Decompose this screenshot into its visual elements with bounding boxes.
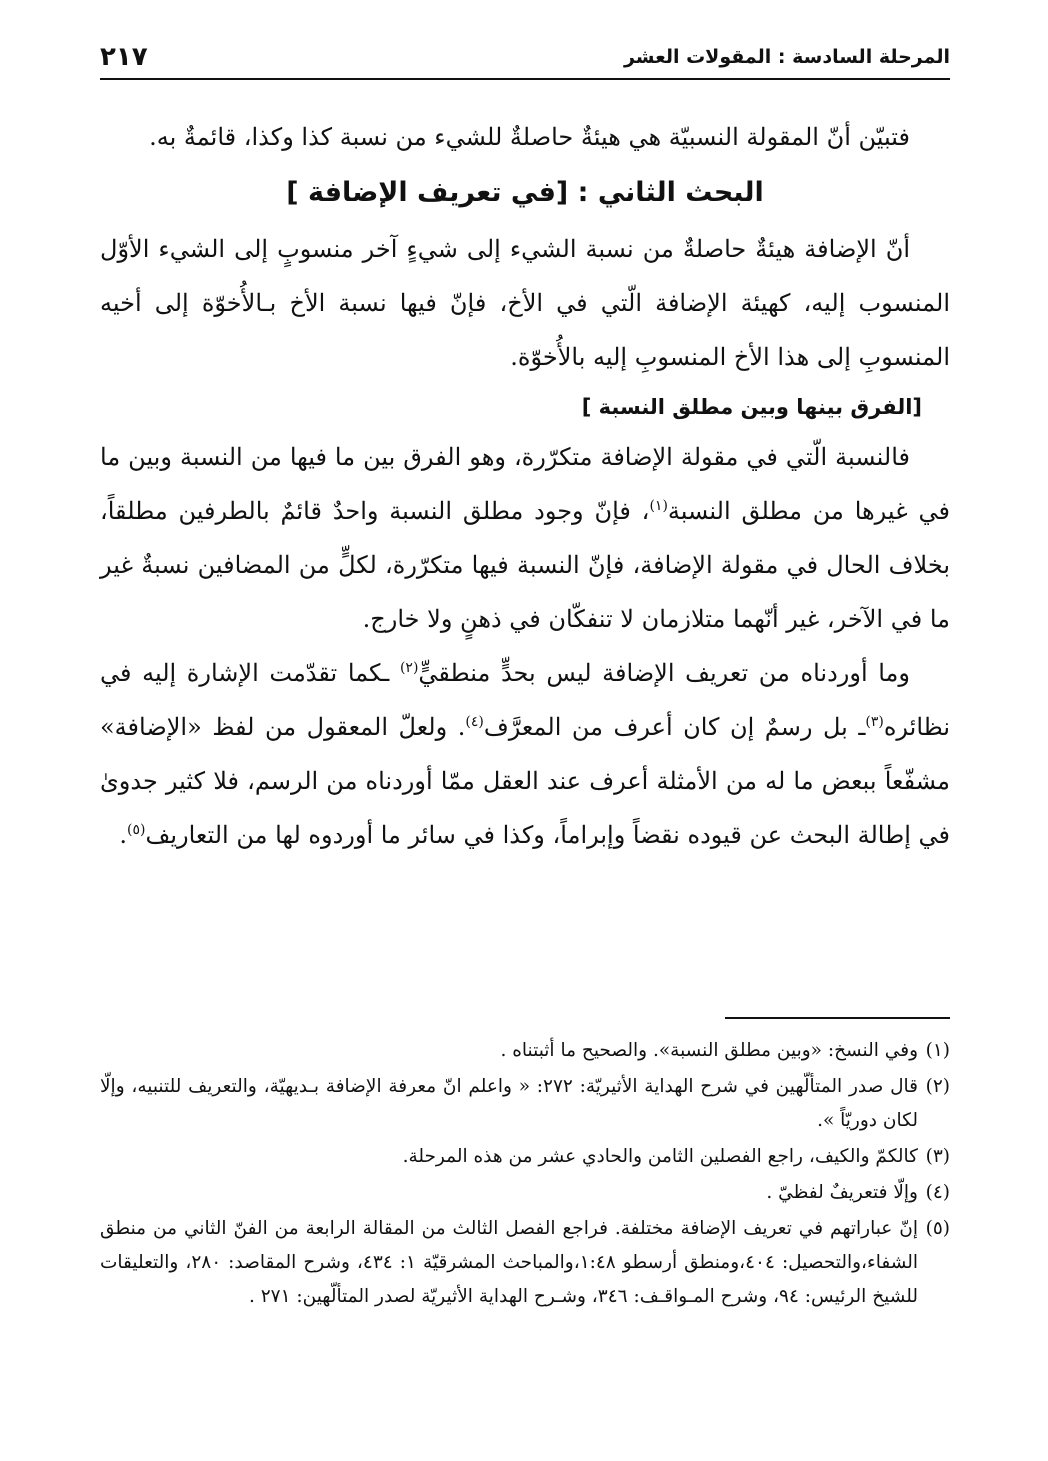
footnote-text: إنّ عباراتهم في تعريف الإضافة مختلفة. فراجع الفصل الثالث من المقالة الرابعة من الفنّ الثاني من منطق الشفاء،والتحصيل: ٤٠٤،ومنطق أرسطو ١:٤٨،والمباحث المشرقيّة ١: ٤٣٤، وشرح المقاصد: ٢٨٠، والتعليقات للشيخ الرئيس: ٩٤، وشرح المـواقـف: ٣٤٦، وشـرح الهداية الأثيريّة لصدر المتألّهين: ٢٧١ .: [100, 1218, 918, 1307]
footnote-ref-4[interactable]: (٤): [465, 714, 484, 730]
subheading: [الفرق بينها وبين مطلق النسبة ]: [581, 395, 922, 419]
footnote-5: [100, 1212, 950, 1314]
footnotes: [100, 1034, 950, 1316]
paragraph-text: ، فإنّ وجود مطلق النسبة واحدٌ قائمٌ بالطرفين مطلقاً، بخلاف الحال في مقولة الإضافة، فإنّ النسبة فيها متكرّرة، لكلٍّ من المضافين نسبةٌ غير ما في الآخر، غير أنّهما متلازمان لا تنفكّان في ذهنٍ ولا خارج.: [100, 497, 951, 633]
definition-paragraph: أنّ الإضافة هيئةٌ حاصلةٌ من نسبة الشيء إلى شيءٍ آخر منسوبٍ إلى الشيء الأوّل المنسوب إليه، كهيئة الإضافة الّتي في الأخ، فإنّ فيها نسبة الأخ بـالأُخوّة إلى أخيه المنسوبِ إلى هذا الأخ المنسوبِ إليه بالأُخوّة.: [100, 235, 950, 371]
footnote-4: [100, 1176, 950, 1210]
footnote-number: (١): [925, 1040, 950, 1061]
running-header: [100, 42, 950, 80]
intro-paragraph: فتبيّن أنّ المقولة النسبيّة هي هيئةٌ حاصلةٌ للشيء من نسبة كذا وكذا، قائمةٌ به.: [149, 123, 910, 151]
footnote-ref-1[interactable]: (١): [649, 498, 668, 514]
main-text: [100, 110, 950, 862]
footnote-text: كالكمّ والكيف، راجع الفصلين الثامن والحادي عشر من هذه المرحلة.: [402, 1146, 918, 1167]
footnote-2: [100, 1070, 950, 1138]
difference-paragraph: [100, 430, 950, 646]
footnote-number: (٣): [925, 1146, 950, 1167]
footnote-text: وفي النسخ: «وبين مطلق النسبة». والصحيح ما أثبتناه .: [500, 1040, 918, 1061]
footnote-3: [100, 1140, 950, 1174]
footnote-ref-2[interactable]: (٢): [399, 660, 419, 676]
section-title: البحث الثاني : [في تعريف الإضافة ]: [286, 177, 764, 208]
page-number: ٢١٧: [100, 42, 148, 72]
book-page: [100, 0, 950, 1461]
footnote-number: (٤): [925, 1182, 950, 1203]
paragraph-text: ـ بل رسمٌ إن كان أعرف من المعرَّف: [483, 713, 866, 741]
footnote-ref-5[interactable]: (٥): [127, 822, 146, 838]
footnote-text: وإلّا فتعريفٌ لفظيّ .: [766, 1182, 918, 1203]
footnote-1: [100, 1034, 950, 1068]
footnote-number: (٥): [925, 1218, 950, 1239]
paragraph-text: ـكما تقدّمت الإشارة إليه في نظائره: [100, 659, 951, 741]
footnote-ref-3[interactable]: (٣): [865, 714, 884, 730]
paragraph-text: . ولعلّ المعقول من لفظ «الإضافة» مشفّعاً ببعض ما له من الأمثلة أعرف عند العقل ممّا أوردناه من الرسم، فلا كثير جدوىٰ في إطالة البحث عن قيوده نقضاً وإبراماً، وكذا في سائر ما أوردوه لها من التعاريف: [100, 713, 950, 849]
definition-note-paragraph: [100, 646, 950, 862]
paragraph-text: .: [119, 821, 128, 849]
running-title: المرحلة السادسة : المقولات العشر: [623, 46, 950, 68]
footnote-number: (٢): [925, 1076, 950, 1097]
footnote-divider: [725, 1017, 950, 1019]
footnote-text: قال صدر المتألّهين في شرح الهداية الأثيريّة: ٢٧٢: « واعلم انّ معرفة الإضافة بـديهيّة، والتعريف للتنبيه، وإلّا لكان دوريّاً ».: [100, 1076, 918, 1131]
paragraph-text: فالنسبة الّتي في مقولة الإضافة متكرّرة، وهو الفرق بين ما فيها من النسبة وبين ما في غيرها من مطلق النسبة: [100, 443, 950, 525]
paragraph-text: وما أوردناه من تعريف الإضافة ليس بحدٍّ منطقيٍّ: [418, 659, 910, 687]
